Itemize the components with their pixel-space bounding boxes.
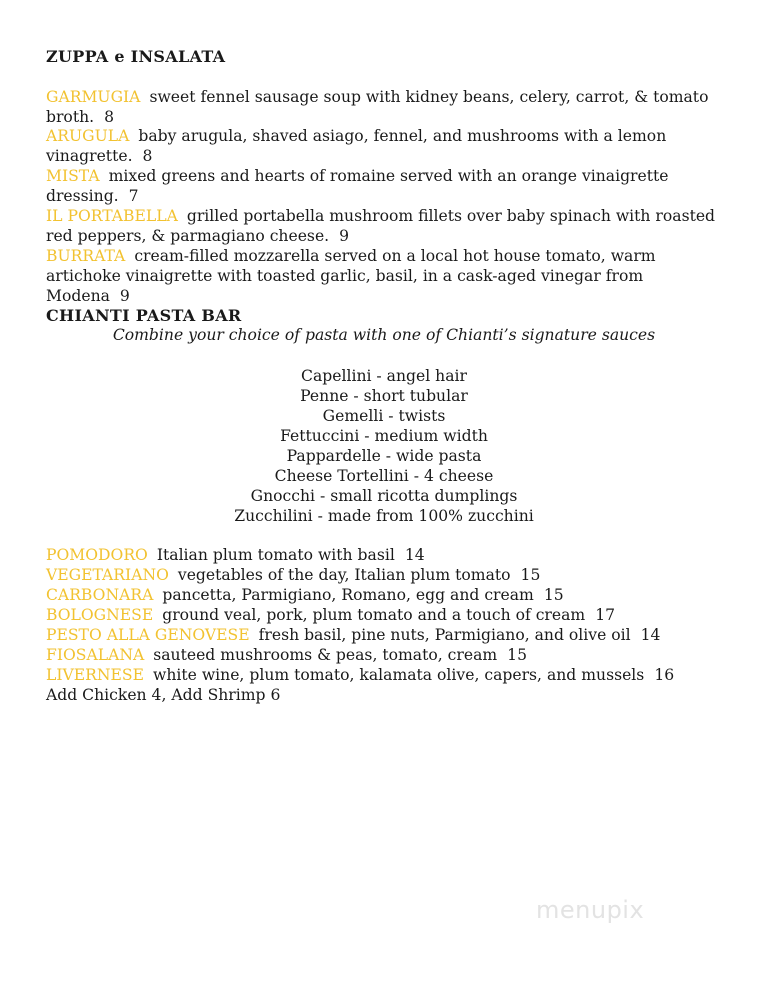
menu-item-arugula [46,126,724,166]
sauce-name: BOLOGNESE [46,606,154,624]
sauce-description: vegetables of the day, Italian plum tomato [177,566,511,584]
pasta-shape: Cheese Tortellini - 4 cheese [274,467,494,485]
pasta-bar-section-title: CHIANTI PASTA BAR [46,306,242,325]
item-name: IL PORTABELLA [46,207,178,225]
pasta-shape: Gnocchi - small ricotta dumplings [250,487,518,505]
sauce-pesto-alla-genovese [46,625,724,645]
pasta-shape: Gemelli - twists [322,407,446,425]
sauce-bolognese [46,605,724,625]
pasta-add-ons: Add Chicken 4, Add Shrimp 6 [46,686,281,704]
item-name: BURRATA [46,247,126,265]
sauce-description: fresh basil, pine nuts, Parmigiano, and olive oil [258,626,631,644]
sauce-description: Italian plum tomato with basil [156,546,395,564]
sauce-price: 14 [640,626,661,644]
item-price: 9 [119,287,130,305]
sauce-price: 15 [520,566,541,584]
pasta-shape-list [0,366,768,526]
sauce-price: 15 [507,646,528,664]
menu-item-mista [46,166,724,206]
pasta-shape: Zucchilini - made from 100% zucchini [234,507,534,525]
sauce-pomodoro [46,545,724,565]
sauce-description: sauteed mushrooms & peas, tomato, cream [153,646,498,664]
item-name: GARMUGIA [46,88,141,106]
item-description: sweet fennel sausage soup with kidney beans, celery, carrot, & tomato broth. [46,88,709,126]
sauce-fiosalana [46,645,724,665]
sauce-vegetariano [46,565,724,585]
sauce-price: 14 [404,546,425,564]
item-price: 7 [128,187,139,205]
pasta-shape: Fettuccini - medium width [280,427,488,445]
sauce-name: PESTO ALLA GENOVESE [46,626,250,644]
sauce-description: pancetta, Parmigiano, Romano, egg and cream [162,586,534,604]
sauce-name: VEGETARIANO [46,566,169,584]
item-name: MISTA [46,167,100,185]
item-description: cream-filled mozzarella served on a local hot house tomato, warm artichoke vinaigrette with toasted garlic, basil, in a cask-aged vinegar from Modena [46,247,656,305]
sauce-price: 16 [654,666,675,684]
sauce-carbonara [46,585,724,605]
sauce-livernese [46,665,724,685]
menu-item-il-portabella [46,206,724,246]
item-price: 8 [104,108,115,126]
sauce-name: CARBONARA [46,586,154,604]
item-description: grilled portabella mushroom fillets over baby spinach with roasted red peppers, & parmagiano cheese. [46,207,716,245]
menu-item-garmugia [46,87,724,127]
pasta-shape: Pappardelle - wide pasta [286,447,482,465]
pasta-bar-subtitle: Combine your choice of pasta with one of Chianti’s signature sauces [112,326,656,344]
item-price: 8 [142,147,153,165]
item-description: mixed greens and hearts of romaine served with an orange vinaigrette dressing. [46,167,669,205]
sauce-name: FIOSALANA [46,646,145,664]
item-price: 9 [339,227,350,245]
sauce-price: 17 [595,606,616,624]
pasta-shape: Capellini - angel hair [301,367,467,385]
item-name: ARUGULA [46,127,130,145]
item-description: baby arugula, shaved asiago, fennel, and mushrooms with a lemon vinagrette. [46,127,667,165]
sauce-description: white wine, plum tomato, kalamata olive, capers, and mussels [153,666,645,684]
sauce-name: POMODORO [46,546,148,564]
sauce-description: ground veal, pork, plum tomato and a touch of cream [162,606,586,624]
sauce-price: 15 [543,586,564,604]
menupix-watermark: menupix [536,896,645,924]
sauce-name: LIVERNESE [46,666,144,684]
pasta-shape: Penne - short tubular [300,387,468,405]
menu-item-burrata [46,246,724,306]
zuppa-section-title: ZUPPA e INSALATA [46,47,226,66]
